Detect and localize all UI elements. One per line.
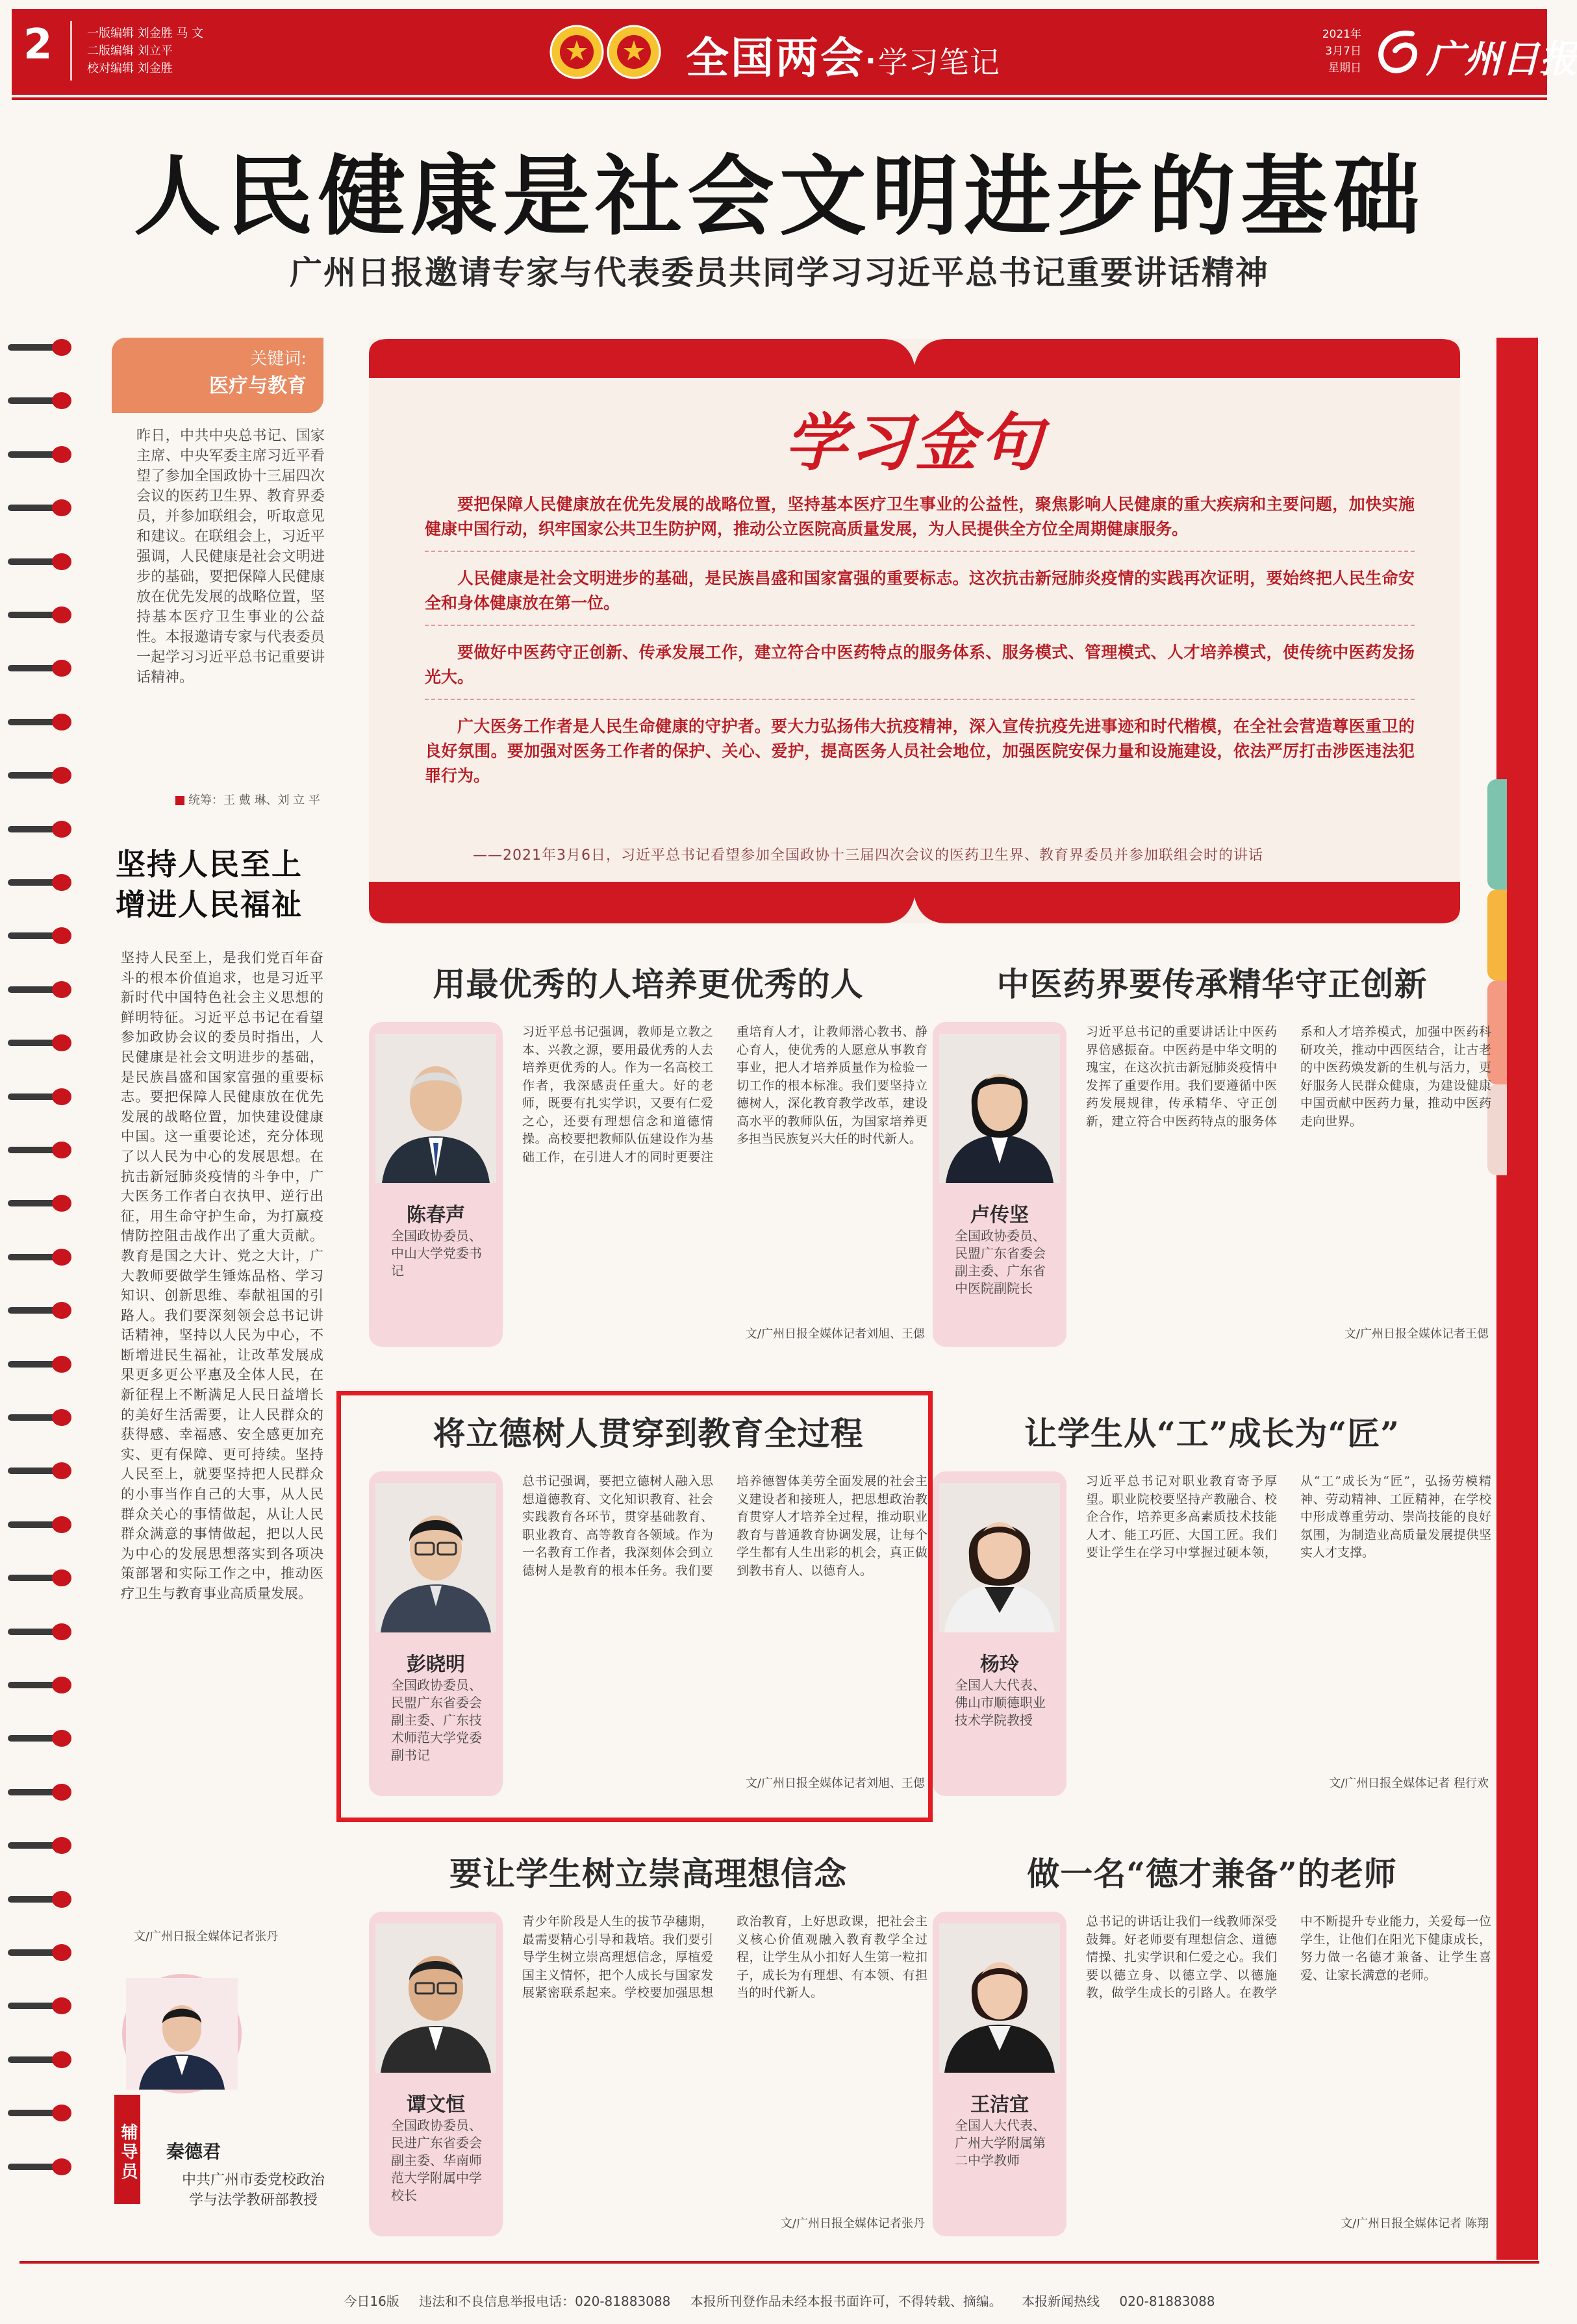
logo-swirl-icon	[1373, 25, 1424, 79]
footer-rule	[19, 2261, 1539, 2264]
author-card	[933, 1471, 1066, 1796]
person-portrait-icon	[939, 1923, 1060, 2073]
article-credit: 文/广州日报全媒体记者 陈翔	[1341, 2217, 1489, 2230]
left-section-heading: 坚持人民至上 增进人民福祉	[116, 847, 303, 922]
article-title: 中医药界要传承精华守正创新	[996, 965, 1428, 1003]
page-number: 2	[23, 21, 53, 69]
binding-ring-icon	[5, 1729, 77, 1748]
author-photo	[939, 1923, 1060, 2073]
date-line: 2021年	[1322, 28, 1361, 41]
article-credit: 文/广州日报全媒体记者张丹	[780, 2217, 925, 2230]
article-2	[933, 958, 1491, 1348]
quote-item: 广大医务工作者是人民生命健康的守护者。要大力弘扬伟大抗疫精神，深入宣传抗疫先进事迹和时代楷模，在全社会营造尊医重卫的良好氛围。要加强对医务工作者的保护、关心、爱护，提高医务人员社会地位，加强医院安保力量和设施建设，依法严厉打击涉医违法犯罪行为。	[425, 717, 1415, 785]
article-body: 总书记的讲话让我们一线教师深受鼓舞。好老师要有理想信念、道德情操、扎实学识和仁爱之心。我们要以德立身、以德立学、以德施教，做学生成长的引路人。在教学中不断提升专业能力，关爱每一位学生，让他们在阳光下健康成长，努力做一名德才兼备、让学生喜爱、让家长满意的老师。	[1086, 1914, 1491, 2000]
binding-ring-icon	[5, 1247, 77, 1267]
author-card	[369, 1912, 503, 2236]
author-role: 全国人大代表、广州大学附属第二中学教师	[955, 2118, 1046, 2168]
binding-ring-icon	[5, 1943, 77, 1962]
binding-ring-icon	[5, 926, 77, 945]
binding-ring-icon	[5, 980, 77, 999]
article-credit: 文/广州日报全媒体记者 程行欢	[1329, 1777, 1489, 1790]
left-section-body: 坚持人民至上，是我们党百年奋斗的根本价值追求，也是习近平新时代中国特色社会主义思想的鲜明特征。习近平总书记在看望参加政协会议的委员时指出，人民健康是社会文明进步的基础，是民族昌盛和国家富强的重要标志。要把保障人民健康放在优先发展的战略位置，加快建设健康中国。这一重要论述，充分体现了以人民为中心的发展思想。在抗击新冠肺炎疫情的斗争中，广大医务工作者白衣执甲、逆行出征，用生命守护生命，为打赢疫情防控阻击战作出了重大贡献。教育是国之大计、党之大计，广大教师要做学生锤炼品格、学习知识、创新思维、奉献祖国的引路人。我们要深刻领会总书记讲话精神，坚持以人民为中心，不断增进民生福祉，让改革发展成果更多更公平惠及全体人民，在新征程上不断满足人民日益增长的美好生活需要，让人民群众的获得感、幸福感、安全感更加充实、更有保障、更可持续。坚持人民至上，就要坚持把人民群众的小事当作自己的大事，从人民群众关心的事情做起，从让人民群众满意的事情做起，把以人民为中心的发展思想落实到各项决策部署和实际工作之中，推动医疗卫生与教育事业高质量发展。	[121, 950, 323, 1601]
footer-item: 本报新闻热线 020-81883088	[1022, 2293, 1215, 2309]
article-4	[933, 1408, 1491, 1797]
author-photo	[939, 1483, 1060, 1632]
newspaper-logo	[1373, 25, 1577, 81]
binding-ring-icon	[5, 338, 77, 357]
footer-item: 违法和不良信息举报电话：020-81883088	[419, 2293, 671, 2309]
article-body: 习近平总书记对职业教育寄予厚望。职业院校要坚持产教融合、校企合作，培养更多高素质技术技能人才、能工巧匠、大国工匠。我们要让学生在学习中掌握过硬本领，从“工”成长为“匠”，弘扬劳模精神、劳动精神、工匠精神，在学校中形成尊重劳动、崇尚技能的良好氛围，为制造业高质量发展提供坚实人才支撑。	[1086, 1474, 1491, 1560]
person-portrait-icon	[939, 1483, 1060, 1632]
article-body: 习近平总书记强调，教师是立教之本、兴教之源，要用最优秀的人去培养更优秀的人。作为一名高校工作者，我深感责任重大。好的老师，既要有扎实学识，又要有仁爱之心，还要有理想信念和道德情操。高校要把教师队伍建设作为基础工作，在引进人才的同时更要注重培育人才，让教师潜心教书、静心育人，使优秀的人愿意从事教育事业，把人才培养质量作为检验一切工作的根本标准。我们要坚持立德树人，深化教育教学改革，建设高水平的教师队伍，为国家培养更多担当民族复兴大任的时代新人。	[522, 1025, 927, 1164]
keyword-value: 医疗与教育	[209, 375, 307, 397]
person-portrait-icon	[375, 1923, 496, 2073]
author-name: 陈春声	[407, 1204, 465, 1227]
author-role: 全国政协委员、民进广东省委会副主委、华南师范大学附属中学校长	[391, 2118, 482, 2203]
editor-line: 校对编辑 刘金胜	[87, 62, 173, 75]
article-title: 用最优秀的人培养更优秀的人	[433, 965, 864, 1003]
highlight-frame	[336, 1391, 933, 1822]
binding-ring-icon	[5, 873, 77, 892]
article-6	[933, 1848, 1491, 2238]
guide-label: 辅导员	[114, 2095, 140, 2204]
panel-bottom-banner	[369, 882, 1460, 923]
binding-ring-icon	[5, 766, 77, 785]
binding-ring-icon	[5, 1675, 77, 1695]
article-title: 做一名“德才兼备”的老师	[1027, 1855, 1397, 1893]
binding-ring-icon	[5, 1461, 77, 1481]
keyword-box	[112, 338, 323, 413]
binding-ring-icon	[5, 1301, 77, 1320]
guide-name: 秦德君	[166, 2141, 221, 2162]
quotes-source: ——2021年3月6日，习近平总书记看望参加全国政协十三届四次会议的医药卫生界、教育界委员并参加联组会时的讲话	[473, 847, 1263, 864]
binding-ring-icon	[5, 1355, 77, 1374]
article-body: 习近平总书记的重要讲话让中医药界倍感振奋。中医药是中华文明的瑰宝，在这次抗击新冠肺炎疫情中发挥了重要作用。我们要遵循中医药发展规律，传承精华、守正创新，建立符合中医药特点的服务体系和人才培养模式，加强中医药科研攻关，推动中西医结合，让古老的中医药焕发新的生机与活力，更好服务人民群众健康，为建设健康中国贡献中医药力量，推动中医药走向世界。	[1086, 1025, 1491, 1129]
article-5	[369, 1848, 927, 2238]
binding-ring-icon	[5, 712, 77, 732]
article-title: 将立德树人贯穿到教育全过程	[433, 1414, 864, 1453]
binding-ring-icon	[5, 1568, 77, 1588]
left-section-credit: 文/广州日报全媒体记者张丹	[134, 1930, 279, 1943]
footer-item: 今日16版	[344, 2293, 399, 2309]
author-role: 全国政协委员、民盟广东省委会副主委、广东技术师范大学党委副书记	[391, 1677, 482, 1763]
person-portrait-icon	[375, 1034, 496, 1183]
quote-item: 要做好中医药守正创新、传承发展工作，建立符合中医药特点的服务体系、服务模式、管理模式、人才培养模式，使传统中医药发扬光大。	[425, 640, 1415, 700]
author-name: 杨玲	[980, 1653, 1019, 1676]
emblem-icons	[548, 22, 662, 82]
quote-item: 要把保障人民健康放在优先发展的战略位置，坚持基本医疗卫生事业的公益性，聚焦影响人民健康的重大疾病和主要问题，加快实施健康中国行动，织牢国家公共卫生防护网，推动公立医院高质量发展，为人民提供全方位全周期健康服务。	[425, 492, 1415, 552]
editor-line: 二版编辑 刘立平	[87, 44, 173, 58]
person-portrait-icon	[939, 1034, 1060, 1183]
author-role: 全国人大代表、佛山市顺德职业技术学院教授	[955, 1677, 1046, 1728]
paper-name: 广州日报	[1426, 37, 1577, 81]
article-credit: 文/广州日报全媒体记者王偲	[1344, 1327, 1489, 1341]
binding-ring-icon	[5, 1515, 77, 1534]
binding-ring-icon	[5, 498, 77, 518]
author-name: 王洁宜	[970, 2093, 1029, 2116]
guide-avatar	[122, 1974, 242, 2093]
main-subheadline: 广州日报邀请专家与代表委员共同学习习近平总书记重要讲话精神	[290, 253, 1269, 292]
article-credit: 文/广州日报全媒体记者刘旭、王偲	[745, 1327, 925, 1341]
article-body: 总书记强调，要把立德树人融入思想道德教育、文化知识教育、社会实践教育各环节，贯穿基础教育、职业教育、高等教育各领域。作为一名教育工作者，我深刻体会到立德树人是教育的根本任务。我们要培养德智体美劳全面发展的社会主义建设者和接班人，把思想政治教育贯穿人才培养全过程，推动职业教育与普通教育协调发展，让每个学生都有人生出彩的机会，真正做到教书育人、以德育人。	[522, 1474, 927, 1578]
footer	[0, 2291, 1559, 2310]
date-line: 星期日	[1328, 62, 1361, 75]
author-photo	[375, 1034, 496, 1183]
keyword-label: 关键词:	[250, 349, 307, 369]
quotes-list	[425, 492, 1415, 812]
spiral-binding	[5, 338, 83, 2221]
binding-ring-icon	[5, 445, 77, 464]
binding-ring-icon	[5, 552, 77, 571]
binding-ring-icon	[5, 1782, 77, 1802]
binding-ring-icon	[5, 819, 77, 839]
binding-ring-icon	[5, 1408, 77, 1427]
guide-description: 中共广州市委党校政治学与法学教研部教授	[182, 2172, 325, 2208]
intro-text: 昨日，中共中央总书记、国家主席、中央军委主席习近平看望了参加全国政协十三届四次会议的医药卫生界、教育界委员，并参加联组会，听取意见和建议。在联组会上，习近平强调，人民健康是社会文明进步的基础，要把保障人民健康放在优先发展的战略位置，坚持基本医疗卫生事业的公益性。本报邀请专家与代表委员一起学习习近平总书记重要讲话精神。	[136, 428, 325, 686]
article-credit: 文/广州日报全媒体记者刘旭、王偲	[745, 1777, 925, 1790]
footer-item: 本报所刊登作品未经本报书面许可，不得转载、摘编。	[690, 2293, 1002, 2309]
main-headline: 人民健康是社会文明进步的基础	[133, 146, 1425, 247]
author-name: 彭晓明	[407, 1653, 465, 1676]
issue-date	[1290, 26, 1361, 77]
binding-ring-icon	[5, 2103, 77, 2123]
binding-ring-icon	[5, 1193, 77, 1213]
binding-ring-icon	[5, 1033, 77, 1053]
binding-ring-icon	[5, 1087, 77, 1106]
author-card	[369, 1022, 503, 1347]
date-line: 3月7日	[1325, 45, 1361, 58]
article-title: 让学生从“工”成长为“匠”	[1024, 1414, 1400, 1453]
author-role: 全国政协委员、中山大学党委书记	[391, 1228, 482, 1279]
author-name: 卢传坚	[970, 1204, 1029, 1227]
quotes-panel	[369, 339, 1460, 923]
binding-ring-icon	[5, 2157, 77, 2177]
binding-ring-icon	[5, 1140, 77, 1160]
masthead-rule	[12, 97, 1547, 100]
planning-byline: 统筹：王 戴 琳、刘 立 平	[175, 791, 320, 808]
author-role: 全国政协委员、民盟广东省委会副主委、广东省中医院副院长	[955, 1228, 1046, 1296]
editor-line: 一版编辑 刘金胜 马 文	[87, 27, 204, 40]
author-photo	[375, 1923, 496, 2073]
binding-ring-icon	[5, 658, 77, 678]
author-card	[933, 1022, 1066, 1347]
quotes-heading: 学习金句	[785, 406, 1044, 479]
side-tab-green	[1487, 779, 1507, 890]
binding-ring-icon	[5, 1836, 77, 1855]
masthead	[12, 9, 1577, 95]
panel-top-banner	[369, 339, 1460, 378]
article-body: 青少年阶段是人生的拔节孕穗期，最需要精心引导和栽培。我们要引导学生树立崇高理想信念，厚植爱国主义情怀，把个人成长与国家发展紧密联系起来。学校要加强思想政治教育，上好思政课，把社会主义核心价值观融入教育教学全过程，让学生从小扣好人生第一粒扣子，成长为有理想、有本领、有担当的时代新人。	[522, 1914, 927, 2000]
article-title: 要让学生树立崇高理想信念	[449, 1855, 847, 1893]
article-1	[369, 958, 927, 1348]
binding-ring-icon	[5, 1622, 77, 1642]
quote-item: 人民健康是社会文明进步的基础，是民族昌盛和国家富强的重要标志。这次抗击新冠肺炎疫情的实践再次证明，要始终把人民生命安全和身体健康放在第一位。	[425, 566, 1415, 626]
binding-ring-icon	[5, 1890, 77, 1909]
editor-credits	[87, 25, 275, 77]
author-card	[933, 1912, 1066, 2236]
section-title: 全国两会·学习笔记	[686, 33, 1000, 83]
binding-ring-icon	[5, 605, 77, 625]
person-portrait-icon	[126, 1978, 238, 2090]
binding-ring-icon	[5, 1996, 77, 2016]
right-red-border	[1496, 338, 1538, 2260]
masthead-divider	[70, 21, 72, 81]
binding-ring-icon	[5, 2050, 77, 2069]
author-name: 谭文恒	[407, 2093, 465, 2116]
author-photo	[939, 1034, 1060, 1183]
binding-ring-icon	[5, 391, 77, 410]
